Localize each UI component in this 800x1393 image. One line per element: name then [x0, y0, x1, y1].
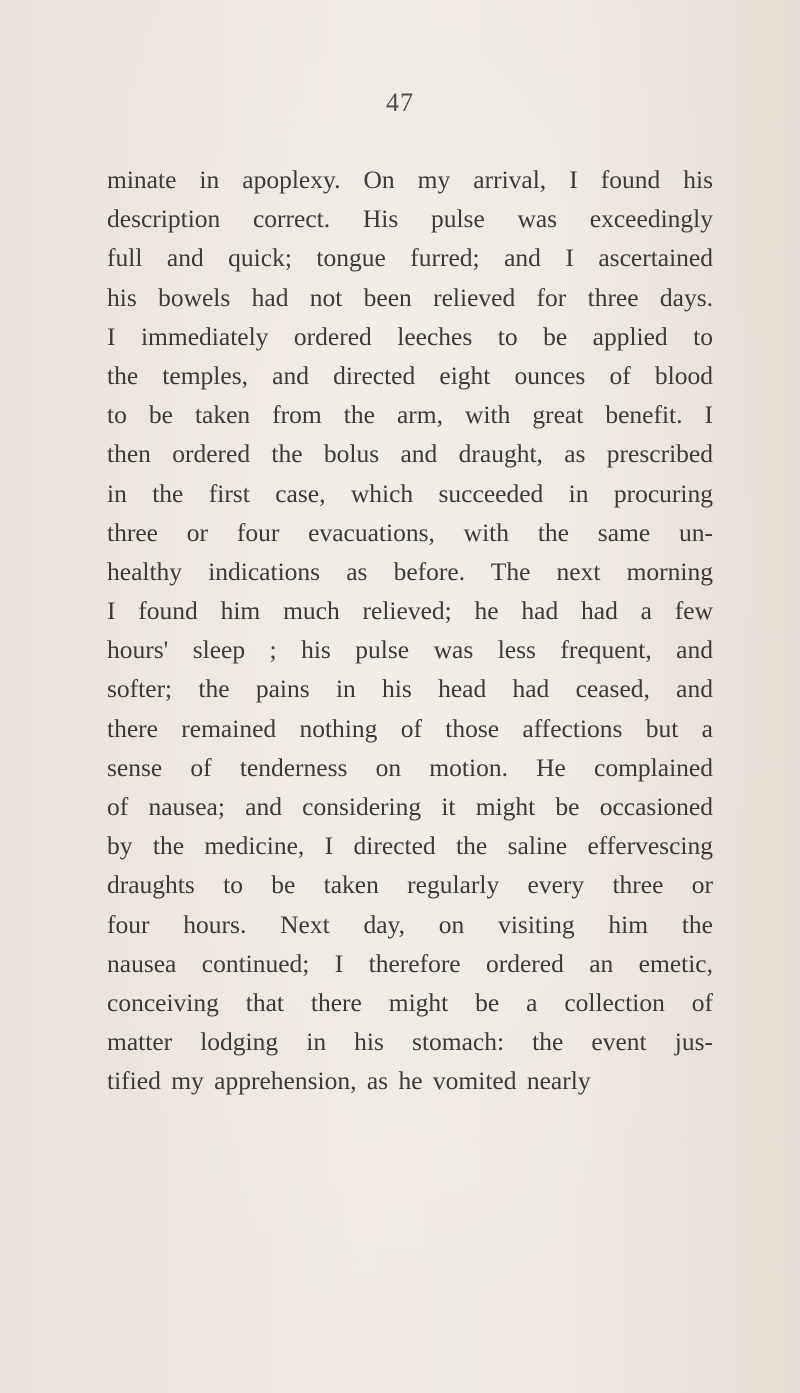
text-line: conceiving that there might be a collection of: [107, 987, 713, 1017]
text-line: of nausea; and considering it might be occasioned: [107, 792, 713, 821]
text-line: hours' sleep ; his pulse was less frequent, and: [107, 635, 713, 665]
text-line: his bowels had not been relieved for three days.: [107, 282, 713, 312]
text-line: full and quick; tongue furred; and I ascertained: [107, 243, 713, 273]
text-line: by the medicine, I directed the saline effervescing: [107, 831, 713, 861]
text-line: minate in apoplexy. On my arrival, I found his: [107, 165, 713, 194]
text-line: description correct. His pulse was exceedingly: [107, 204, 713, 234]
text-line: then ordered the bolus and draught, as prescribed: [107, 439, 713, 469]
body-text: [107, 160, 713, 1101]
text-line: four hours. Next day, on visiting him the: [107, 909, 713, 939]
text-line: there remained nothing of those affections but a: [107, 713, 713, 743]
text-line: I found him much relieved; he had had a few: [107, 596, 713, 626]
text-line: the temples, and directed eight ounces of blood: [107, 360, 713, 390]
text-line: matter lodging in his stomach: the event jus-: [107, 1027, 713, 1057]
text-line: three or four evacuations, with the same un-: [107, 517, 713, 547]
text-line: softer; the pains in his head had ceased, and: [107, 674, 713, 704]
text-line: sense of tenderness on motion. He complained: [107, 752, 713, 782]
page-number: 47: [386, 88, 414, 117]
text-line: to be taken from the arm, with great benefit. I: [107, 400, 713, 430]
text-line: I immediately ordered leeches to be applied to: [107, 321, 713, 351]
text-line: nausea continued; I therefore ordered an emetic,: [107, 948, 713, 978]
text-line: draughts to be taken regularly every three or: [107, 870, 713, 900]
text-line: healthy indications as before. The next morning: [107, 556, 713, 586]
text-line: tified my apprehension, as he vomited nearly: [107, 1066, 591, 1096]
text-line: in the first case, which succeeded in procuring: [107, 478, 713, 508]
